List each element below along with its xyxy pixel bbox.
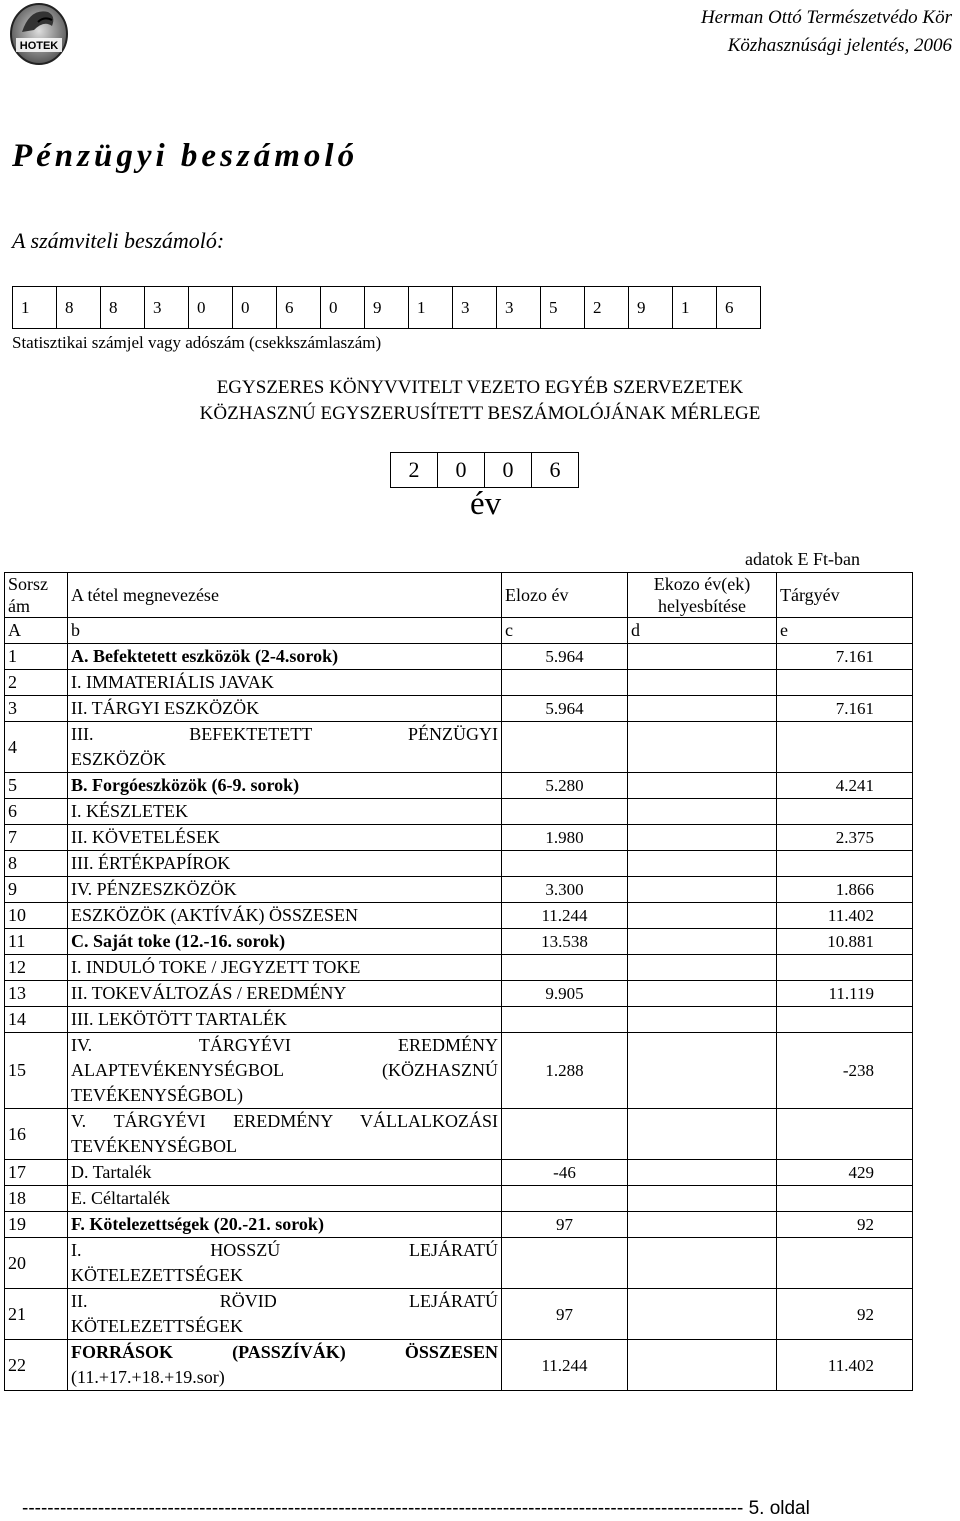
table-row [5,851,913,877]
year-digit: 2 [391,453,438,488]
row-current-value: 10.881 [777,929,913,955]
row-name-word: FORRÁSOK [71,1342,174,1362]
row-name-word: LEJÁRATÚ [409,1291,498,1311]
tax-id-digit: 3 [453,287,497,329]
row-prev-value: 97 [502,1212,628,1238]
row-number: 7 [5,825,68,851]
row-prev-value [502,955,628,981]
tax-id-digit: 9 [629,287,673,329]
row-name-line2: KÖTELEZETTSÉGEK [71,1316,243,1336]
row-name: III. ÉRTÉKPAPÍROK [68,851,502,877]
letter-cell: A [5,618,68,644]
row-name-word: HOSSZÚ [210,1240,281,1260]
page-header [701,4,952,60]
row-name-line2: KÖTELEZETTSÉGEK [71,1265,243,1285]
balance-table [4,572,913,1391]
row-name: I. KÉSZLETEK [68,799,502,825]
row-name: IV. TÁRGYÉVI EREDMÉNY ALAPTEVÉKENYSÉGBOL (KÖZHASZNÚ TEVÉKENYSÉGBOL) [68,1033,502,1109]
row-current-value [777,851,913,877]
row-prev-value [502,1186,628,1212]
letter-cell: e [777,618,913,644]
table-row [5,1160,913,1186]
footer-dashes: ------------------------------------------------------------------------------------------------------------------ [22,1498,744,1519]
year-boxes [390,452,579,488]
row-prev-value: -46 [502,1160,628,1186]
row-name [68,1238,502,1289]
row-name-line1 [71,1238,498,1263]
tax-id-digit: 6 [717,287,761,329]
tax-id-digit: 0 [321,287,365,329]
row-name-word: I. [71,1240,82,1260]
tax-id-digit: 6 [277,287,321,329]
row-number: 14 [5,1007,68,1033]
row-name: III. LEKÖTÖTT TARTALÉK [68,1007,502,1033]
header-sorszam-line2: ám [8,596,30,616]
year-digit: 0 [438,453,485,488]
table-row [5,955,913,981]
row-name: D. Tartalék [68,1160,502,1186]
row-correction-value [628,773,777,799]
row-number: 9 [5,877,68,903]
row-name-word: PÉNZÜGYI [408,724,498,744]
heading-line-2: KÖZHASZNÚ EGYSZERUSÍTETT BESZÁMOLÓJÁNAK MÉRLEGE [199,403,761,424]
row-number: 11 [5,929,68,955]
row-name: I. INDULÓ TOKE / JEGYZETT TOKE [68,955,502,981]
row-prev-value: 9.905 [502,981,628,1007]
row-name-word: III. [71,724,94,744]
table-row [5,799,913,825]
row-correction-value [628,1109,777,1160]
row-correction-value [628,929,777,955]
row-name-line2: ESZKÖZÖK [71,749,166,769]
row-number: 20 [5,1238,68,1289]
row-prev-value: 5.964 [502,696,628,722]
row-number: 18 [5,1186,68,1212]
row-number: 5 [5,773,68,799]
row-correction-value [628,955,777,981]
row-number: 17 [5,1160,68,1186]
row-number: 15 [5,1033,68,1109]
row-current-value [777,1186,913,1212]
row-correction-value [628,1212,777,1238]
row-number: 10 [5,903,68,929]
row-correction-value [628,1033,777,1109]
table-row [5,773,913,799]
row-prev-value [502,1007,628,1033]
row-prev-value: 11.244 [502,1340,628,1391]
balance-heading [0,375,960,427]
table-row [5,696,913,722]
row-prev-value [502,799,628,825]
table-row [5,903,913,929]
page-number: 5. oldal [748,1498,810,1519]
unit-note: adatok E Ft-ban [745,549,860,569]
row-number: 3 [5,696,68,722]
row-current-value: 11.119 [777,981,913,1007]
row-correction-value [628,1186,777,1212]
tax-id-digit: 2 [585,287,629,329]
row-name: IV. PÉNZESZKÖZÖK [68,877,502,903]
report-name: Közhasznúsági jelentés, 2006 [727,35,952,56]
row-current-value: 7.161 [777,696,913,722]
table-row [5,670,913,696]
tax-id-digit: 0 [189,287,233,329]
row-name: II. TÁRGYI ESZKÖZÖK [68,696,502,722]
row-name: II. TOKEVÁLTOZÁS / EREDMÉNY [68,981,502,1007]
row-name: F. Kötelezettségek (20.-21. sorok) [68,1212,502,1238]
row-name-line1 [71,1340,498,1365]
header-sorszam-line1: Sorsz [8,574,48,594]
row-current-value: 4.241 [777,773,913,799]
row-name-line1 [71,722,498,747]
row-name: C. Saját toke (12.-16. sorok) [68,929,502,955]
row-correction-value [628,981,777,1007]
table-row [5,825,913,851]
row-name-word: (PASSZÍVÁK) [232,1342,346,1362]
row-prev-value: 13.538 [502,929,628,955]
tax-id-digit: 1 [409,287,453,329]
letter-cell: c [502,618,628,644]
row-name-word: ÖSSZESEN [404,1342,498,1362]
row-current-value [777,1109,913,1160]
row-prev-value: 97 [502,1289,628,1340]
year-digit: 6 [532,453,579,488]
row-current-value [777,799,913,825]
row-name: ESZKÖZÖK (AKTÍVÁK) ÖSSZESEN [68,903,502,929]
table-row [5,981,913,1007]
header-corr [628,573,777,618]
row-prev-value: 11.244 [502,903,628,929]
page-title: Pénzügyi beszámoló [12,138,359,174]
row-current-value: 11.402 [777,1340,913,1391]
table-row [5,877,913,903]
row-number: 6 [5,799,68,825]
row-correction-value [628,722,777,773]
row-name: V. TÁRGYÉVI EREDMÉNY VÁLLALKOZÁSI TEVÉKENYSÉGBOL [68,1109,502,1160]
row-prev-value: 5.280 [502,773,628,799]
letter-cell: d [628,618,777,644]
table-row [5,722,913,773]
row-prev-value: 3.300 [502,877,628,903]
row-number: 13 [5,981,68,1007]
row-correction-value [628,877,777,903]
row-name-word: BEFEKTETETT [189,724,313,744]
table-row [5,644,913,670]
row-prev-value [502,1109,628,1160]
tax-id-digit: 1 [673,287,717,329]
row-name: II. KÖVETELÉSEK [68,825,502,851]
row-name: E. Céltartalék [68,1186,502,1212]
row-number: 2 [5,670,68,696]
row-current-value: 2.375 [777,825,913,851]
header-current: Tárgyév [777,573,913,618]
row-correction-value [628,851,777,877]
row-correction-value [628,1160,777,1186]
tax-id-caption: Statisztikai számjel vagy adószám (csekkszámlaszám) [12,333,382,352]
table-row [5,1289,913,1340]
row-name-line1 [71,1289,498,1314]
row-number: 4 [5,722,68,773]
year-label: év [470,486,502,522]
tax-id-digit: 5 [541,287,585,329]
tax-id-digit: 0 [233,287,277,329]
row-name-word: II. [71,1291,88,1311]
row-number: 1 [5,644,68,670]
row-current-value: 1.866 [777,877,913,903]
row-prev-value [502,851,628,877]
table-row [5,1212,913,1238]
row-current-value: 429 [777,1160,913,1186]
tax-id-digit: 9 [365,287,409,329]
row-name-word: RÖVID [219,1291,277,1311]
table-row [5,1033,913,1109]
row-name: A. Befektetett eszközök (2-4.sorok) [68,644,502,670]
page-subtitle: A számviteli beszámoló: [12,228,225,253]
tax-id-digit: 3 [145,287,189,329]
row-current-value: -238 [777,1033,913,1109]
header-sorszam [5,573,68,618]
row-number: 16 [5,1109,68,1160]
row-name: B. Forgóeszközök (6-9. sorok) [68,773,502,799]
row-prev-value: 1.288 [502,1033,628,1109]
row-prev-value [502,670,628,696]
table-row [5,1340,913,1391]
row-name-word: LEJÁRATÚ [408,1240,498,1260]
logo-text: HOTEK [19,40,59,52]
row-prev-value [502,722,628,773]
row-current-value: 11.402 [777,903,913,929]
row-current-value [777,955,913,981]
row-current-value: 7.161 [777,644,913,670]
row-correction-value [628,1340,777,1391]
table-row [5,1238,913,1289]
header-corr-line2: helyesbítése [658,596,746,616]
row-correction-value [628,1007,777,1033]
row-number: 12 [5,955,68,981]
row-number: 21 [5,1289,68,1340]
row-current-value: 92 [777,1289,913,1340]
row-correction-value [628,644,777,670]
row-name [68,1340,502,1391]
table-row [5,1109,913,1160]
row-prev-value [502,1238,628,1289]
row-correction-value [628,825,777,851]
letter-cell: b [68,618,502,644]
tax-id-boxes [12,286,761,329]
table-header-row [5,573,913,618]
tax-id-digit: 8 [57,287,101,329]
row-current-value: 92 [777,1212,913,1238]
header-corr-line1: Ekozo év(ek) [653,574,751,594]
hotek-logo [8,2,70,66]
row-number: 19 [5,1212,68,1238]
letter-row [5,618,913,644]
table-body [5,644,913,1391]
row-current-value [777,1007,913,1033]
row-current-value [777,1238,913,1289]
tax-id-digit: 1 [13,287,57,329]
year-digit: 0 [485,453,532,488]
row-correction-value [628,1238,777,1289]
row-current-value [777,670,913,696]
row-name [68,722,502,773]
row-correction-value [628,903,777,929]
row-current-value [777,722,913,773]
tax-id-digit: 3 [497,287,541,329]
header-name: A tétel megnevezése [68,573,502,618]
row-prev-value: 5.964 [502,644,628,670]
row-name: I. IMMATERIÁLIS JAVAK [68,670,502,696]
heading-line-1: EGYSZERES KÖNYVVITELT VEZETO EGYÉB SZERVEZETEK [216,377,744,398]
org-name: Herman Ottó Természetvédo Kör [700,7,952,28]
row-name-line2: (11.+17.+18.+19.sor) [71,1367,225,1387]
table-row [5,1186,913,1212]
page-footer [22,1498,810,1520]
row-number: 8 [5,851,68,877]
table-row [5,929,913,955]
row-correction-value [628,1289,777,1340]
row-correction-value [628,696,777,722]
row-prev-value: 1.980 [502,825,628,851]
tax-id-digit: 8 [101,287,145,329]
row-correction-value [628,799,777,825]
header-prev: Elozo év [502,573,628,618]
row-correction-value [628,670,777,696]
row-number: 22 [5,1340,68,1391]
row-name [68,1289,502,1340]
table-row [5,1007,913,1033]
